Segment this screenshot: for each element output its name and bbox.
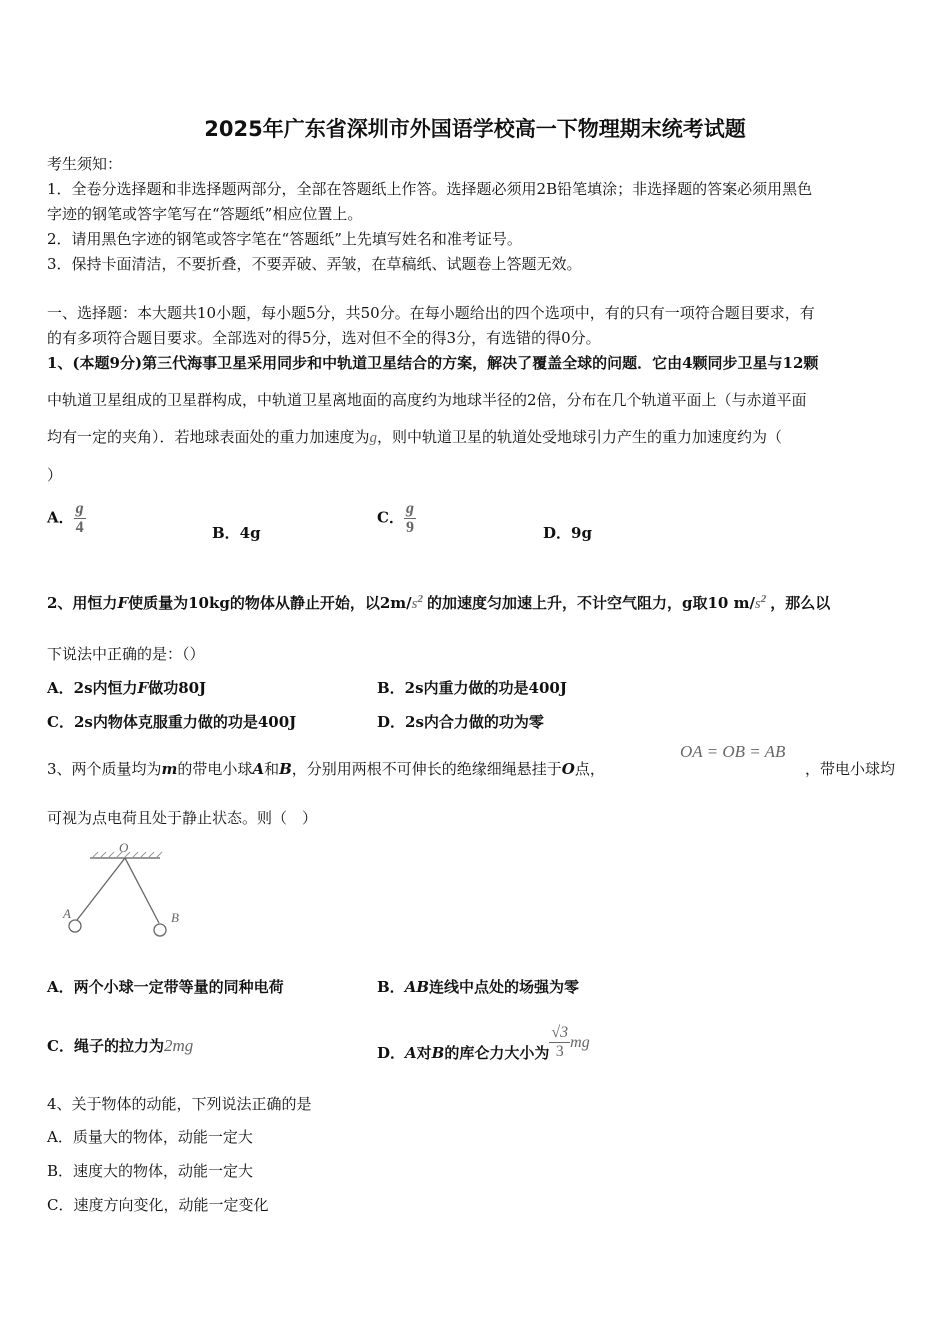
notice-item-1-cont: 字迹的钢笔或答字笔写在“答题纸”相应位置上。 bbox=[47, 205, 363, 223]
q1-option-c-den: 9 bbox=[405, 519, 414, 536]
q3-option-c bbox=[47, 1035, 193, 1056]
q1-line3 bbox=[47, 426, 782, 447]
q2-option-a-pre: A．2s内恒力 bbox=[47, 679, 138, 697]
q1-option-d: D．9g bbox=[543, 524, 592, 542]
q3-option-d-b: B bbox=[431, 1043, 445, 1062]
q2-text-4: ，那么以 bbox=[770, 594, 831, 612]
q3-option-d-a: A bbox=[405, 1043, 417, 1062]
q3-text-2: 的带电小球 bbox=[177, 760, 253, 778]
q4-option-b: B．速度大的物体，动能一定大 bbox=[47, 1162, 254, 1180]
q2-exp-2: 2 bbox=[760, 593, 767, 605]
q1-line1: 1、(本题9分)第三代海事卫星采用同步和中轨道卫星结合的方案，解决了覆盖全球的问题．它由4颗同步卫星与12颗 bbox=[47, 354, 819, 372]
notice-heading: 考生须知： bbox=[47, 155, 123, 173]
fig-label-b: B bbox=[171, 910, 179, 925]
section-intro-line1: 一、选择题：本大题共10小题，每小题5分，共50分。在每小题给出的四个选项中，有的只有一项符合题目要求，有 bbox=[47, 304, 815, 322]
q2-text-1: 2、用恒力 bbox=[47, 594, 118, 612]
q1-line2: 中轨道卫星组成的卫星群构成，中轨道卫星离地面的高度约为地球半径的2倍，分布在几个轨道平面上（与赤道平面 bbox=[47, 391, 807, 409]
q1-option-c-fraction bbox=[404, 500, 416, 537]
q2-option-b: B．2s内重力做的功是400J bbox=[377, 679, 567, 697]
q1-option-c-num: g bbox=[405, 500, 414, 517]
q1-option-c-label: C． bbox=[377, 508, 404, 527]
q2-option-c: C．2s内物体克服重力做的功是400J bbox=[47, 713, 297, 731]
q1-option-a-fraction bbox=[74, 500, 86, 537]
q2-option-d: D．2s内合力做的功为零 bbox=[377, 713, 544, 731]
q2-text-2: 使质量为10kg的物体从静止开始，以2m/ bbox=[128, 594, 412, 612]
pendulum-figure bbox=[55, 838, 195, 948]
q3-option-d-mg: mg bbox=[570, 1033, 590, 1051]
q3-stem-line1 bbox=[47, 758, 605, 779]
q3-text-4: ，分别用两根不可伸长的绝缘细绳悬挂于 bbox=[291, 760, 562, 778]
page-title: 2025年广东省深圳市外国语学校高一下物理期末统考试题 bbox=[204, 117, 746, 141]
q2-stem-line2: 下说法中正确的是：（） bbox=[47, 645, 205, 663]
q3-text-5: 点， bbox=[574, 760, 605, 778]
q2-option-a-force: F bbox=[137, 679, 149, 697]
q1-line3b: ，则中轨道卫星的轨道处受地球引力产生的重力加速度约为（ bbox=[377, 428, 783, 446]
q3-text-6: ，带电小球均 bbox=[805, 760, 896, 778]
q2-option-a-post: 做功80J bbox=[148, 679, 207, 697]
q1-g-symbol: g bbox=[369, 430, 378, 446]
q3-option-b-ab: AB bbox=[404, 978, 430, 996]
q1-option-a bbox=[47, 500, 86, 537]
q3-option-d-fraction bbox=[549, 1024, 570, 1061]
q3-option-b-label: B． bbox=[377, 978, 405, 996]
q2-unit-s-1: s bbox=[411, 596, 418, 612]
q3-option-d bbox=[377, 1010, 590, 1062]
q2-option-a bbox=[47, 677, 206, 698]
q3-text-1: 3、两个质量均为 bbox=[47, 760, 162, 778]
fig-label-a: A bbox=[63, 906, 71, 921]
q1-option-a-num: g bbox=[75, 500, 84, 517]
ball-a bbox=[69, 920, 81, 932]
q3-a-symbol: A bbox=[252, 760, 265, 778]
q3-option-b bbox=[377, 976, 579, 997]
q4-option-a: A．质量大的物体，动能一定大 bbox=[47, 1128, 253, 1146]
q3-option-d-post: 的库仑力大小为 bbox=[444, 1043, 550, 1062]
q3-b-symbol: B bbox=[279, 760, 292, 778]
q3-o-symbol: O bbox=[561, 760, 575, 778]
q3-option-a: A．两个小球一定带等量的同种电荷 bbox=[47, 978, 284, 996]
q3-option-b-post: 连线中点处的场强为零 bbox=[429, 978, 580, 996]
section-intro-line2: 的有多项符合题目要求。全部选对的得5分，选对但不全的得3分，有选错的得0分。 bbox=[47, 329, 601, 347]
fig-label-o: O bbox=[119, 840, 129, 855]
q2-exp-1: 2 bbox=[417, 593, 423, 605]
q1-option-a-den: 4 bbox=[75, 519, 84, 536]
notice-item-3: 3．保持卡面清洁，不要折叠，不要弄破、弄皱，在草稿纸、试题卷上答题无效。 bbox=[47, 255, 582, 273]
q1-line3a: 均有一定的夹角）．若地球表面处的重力加速度为 bbox=[47, 428, 370, 446]
q3-text-3: 和 bbox=[264, 760, 280, 778]
string-ob bbox=[125, 858, 159, 923]
q1-option-a-label: A． bbox=[47, 508, 74, 527]
notice-item-1: 1．全卷分选择题和非选择题两部分，全部在答题纸上作答。选择题必须用2B铅笔填涂；非选择题的答案必须用黑色 bbox=[47, 180, 813, 198]
q4-option-c: C．速度方向变化，动能一定变化 bbox=[47, 1196, 269, 1214]
q3-option-d-num: √3 bbox=[551, 1024, 569, 1041]
q3-equation: OA = OB = AB bbox=[680, 742, 786, 761]
q2-force-symbol: F bbox=[117, 594, 129, 612]
q2-text-3: 的加速度匀加速上升，不计空气阻力，g取10 m/ bbox=[426, 594, 755, 612]
q1-option-c bbox=[377, 500, 416, 537]
q3-option-d-den: 3 bbox=[555, 1043, 564, 1060]
q3-option-c-math: 2mg bbox=[163, 1036, 194, 1055]
q3-m-symbol: m bbox=[161, 760, 178, 778]
string-oa bbox=[77, 858, 125, 920]
q2-unit-s-2: s bbox=[754, 596, 761, 612]
q1-line4: ） bbox=[47, 466, 63, 484]
q3-stem-line2: 可视为点电荷且处于静止状态。则（ ） bbox=[47, 809, 318, 827]
q1-option-b: B．4g bbox=[212, 524, 261, 542]
notice-item-2: 2．请用黑色字迹的钢笔或答字笔在“答题纸”上先填写姓名和准考证号。 bbox=[47, 230, 522, 248]
q3-option-c-pre: C．绳子的拉力为 bbox=[47, 1037, 164, 1055]
q3-option-d-label: D． bbox=[377, 1043, 406, 1062]
q3-option-d-mid: 对 bbox=[416, 1043, 432, 1062]
q2-stem-line1 bbox=[47, 592, 830, 613]
ball-b bbox=[154, 924, 166, 936]
q4-stem: 4、关于物体的动能，下列说法正确的是 bbox=[47, 1095, 312, 1113]
